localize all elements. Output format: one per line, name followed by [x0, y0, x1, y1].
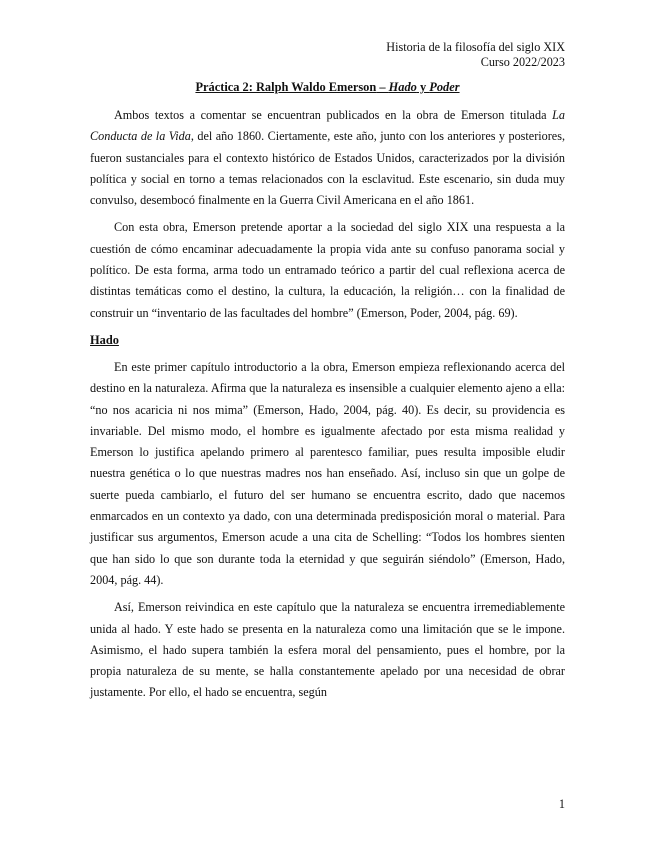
- title-work-hado: Hado: [388, 80, 417, 94]
- paragraph-1: [90, 105, 565, 211]
- paragraph-1-text-b: , del año 1860. Ciertamente, este año, junto con los anteriores y posteriores, fueron sustanciales para el contexto histórico de Estados Unidos, caracterizados por la división política y social en torno a temas relacionados con la esclavitud. Este escenario, sin duda muy convulso, desembocó finalmente en la Guerra Civil Americana en el año 1861.: [90, 129, 565, 208]
- page-number: 1: [558, 797, 565, 811]
- document-body: [90, 105, 565, 710]
- title-dash: –: [376, 80, 389, 94]
- running-header: [386, 40, 565, 70]
- title-underlined: [195, 80, 459, 94]
- title-work-poder: Poder: [429, 80, 460, 94]
- paragraph-2: Con esta obra, Emerson pretende aportar a la sociedad del siglo XIX una respuesta a la cuestión de cómo encaminar adecuadamente la propia vida ante su confuso panorama social y político. De esta forma, arma todo un entramado teórico a partir del cual reflexiona acerca de distintas temáticas como el destino, la cultura, la educación, la religión… con la finalidad de construir un “inventario de las facultades del hombre” (Emerson, Poder, 2004, pág. 69).: [90, 220, 565, 320]
- paragraph-1-book-title: La Conducta de la Vida: [90, 108, 565, 144]
- section-heading-hado: Hado: [90, 332, 119, 347]
- paragraph-4: Así, Emerson reivindica en este capítulo que la naturaleza se encuentra irremediablemente unida al hado. Y este hado se presenta en la naturaleza como una limitación que se le impone. Asimismo, el hado supera también la esfera moral del pensamiento, pues el hombre, por la propia naturaleza de su mente, se halla constantemente apelado por una necesidad de obrar justamente. Por ello, el hado se encuentra, según: [90, 600, 565, 700]
- header-academic-year: Curso 2022/2023: [480, 55, 565, 69]
- header-course-name: Historia de la filosofía del siglo XIX: [386, 40, 565, 54]
- paragraph-3: En este primer capítulo introductorio a la obra, Emerson empieza reflexionando acerca del destino en la naturaleza. Afirma que la naturaleza es insensible a cualquier elemento ajeno a ella: “no nos acaricia ni nos mima” (Emerson, Hado, 2004, pág. 40). Es decir, su providencia es invariable. Del mismo modo, el hombre es igualmente afectado por esta misma realidad y Emerson lo justifica apelando primero al parentesco familiar, pues resulta imposible eludir nuestra genética o lo que nuestras madres nos han enseñado. Así, incluso sin que un golpe de suerte pueda cambiarlo, el futuro del ser humano se encuentra escrito, dado que nacemos enmarcados en un contexto ya dado, con una determinada predisposición moral o material. Para justificar sus argumentos, Emerson acude a una cita de Schelling: “Todos los hombres sienten que han sido lo que son durante toda la eternidad y que seguirán siéndolo” (Emerson, Hado, 2004, pág. 44).: [90, 359, 565, 587]
- paragraph-1-text-a: Ambos textos a comentar se encuentran publicados en la obra de Emerson titulada: [114, 108, 553, 122]
- document-title: [90, 79, 565, 95]
- title-conjunction: y: [416, 80, 430, 94]
- title-prefix: Práctica 2: Ralph Waldo Emerson: [195, 80, 377, 94]
